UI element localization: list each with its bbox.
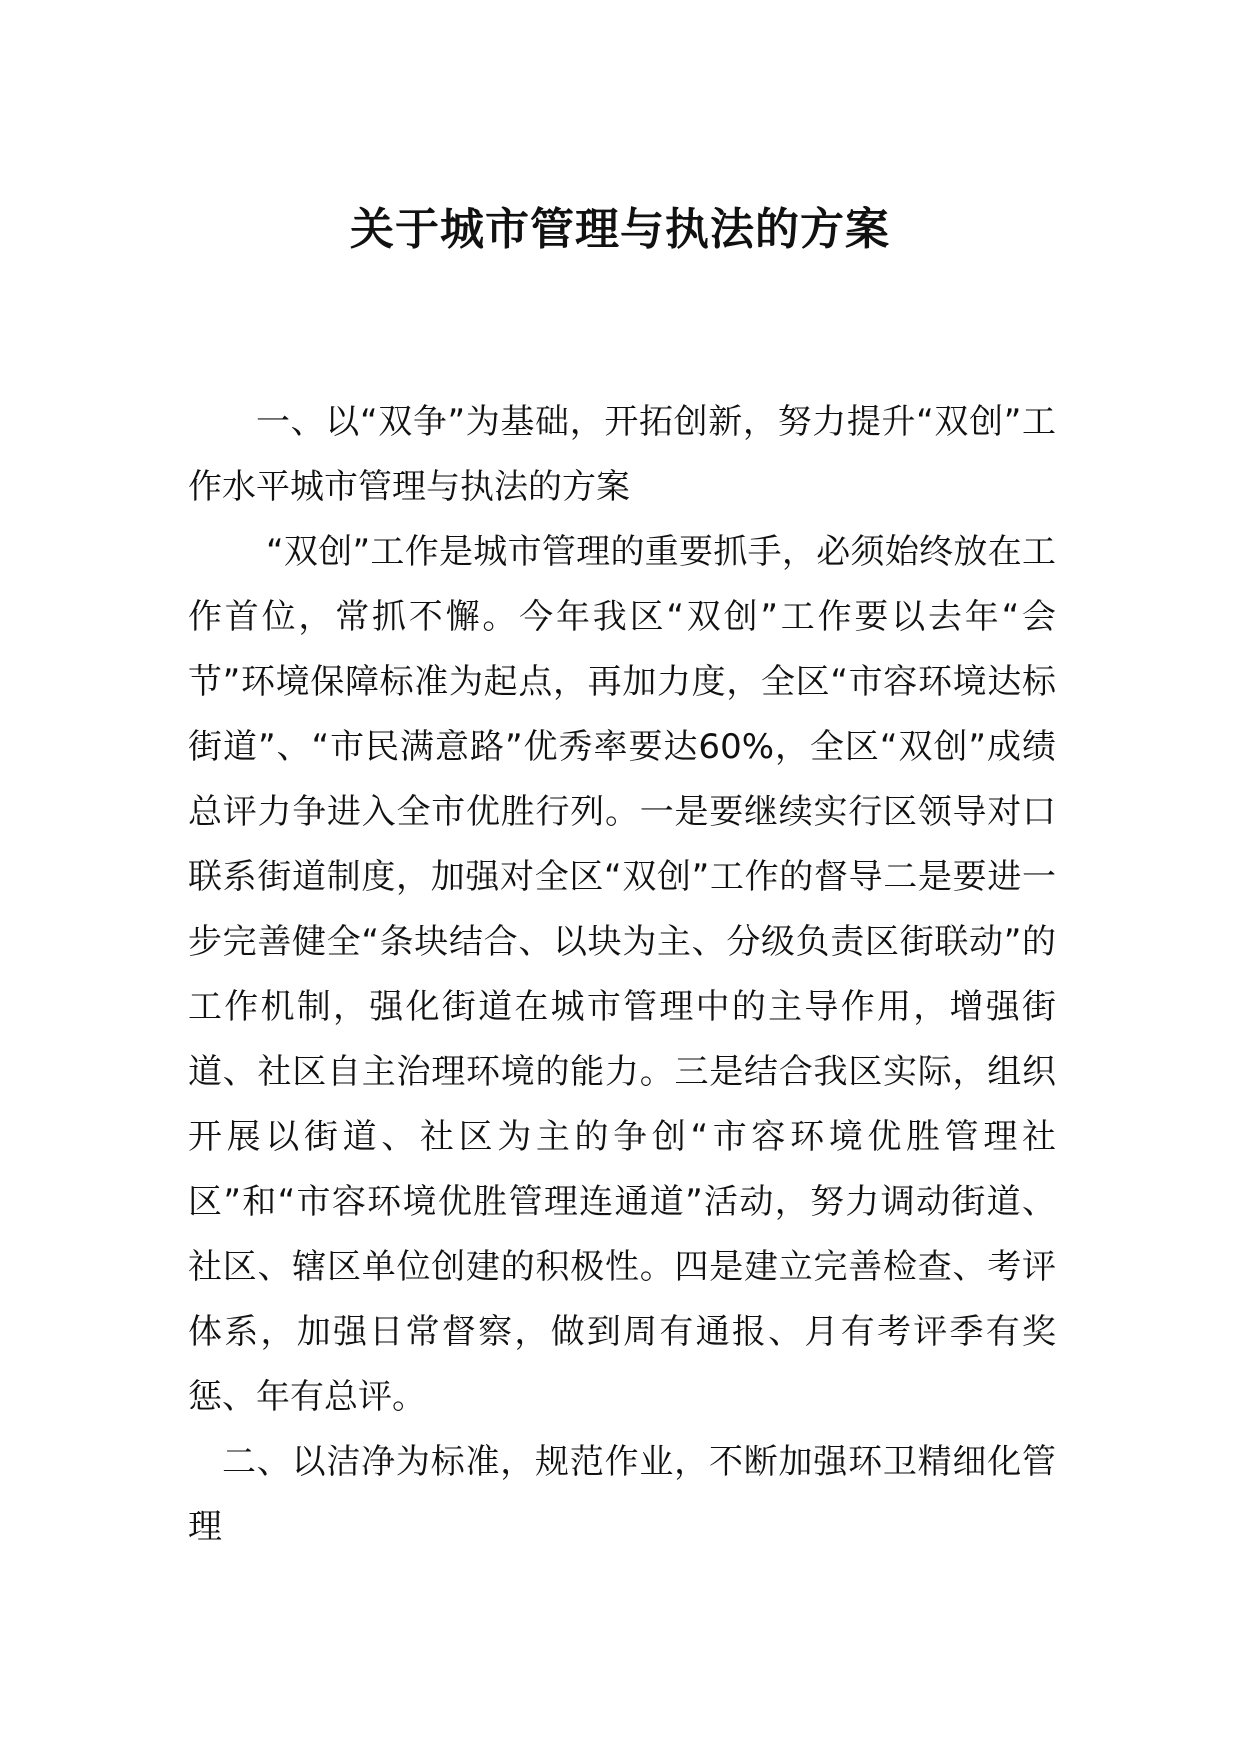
section-one-paragraph: “双创”工作是城市管理的重要抓手，必须始终放在工作首位，常抓不懈。今年我区“双创”工作要以去年“会节”环境保障标准为起点，再加力度，全区“市容环境达标街道”、“市民满意路”优秀率要达60%，全区“双创”成绩总评力争进入全市优胜行列。一是要继续实行区领导对口联系街道制度，加强对全区“双创”工作的督导二是要进一步完善健全“条块结合、以块为主、分级负责区街联动”的工作机制，强化街道在城市管理中的主导作用，增强街道、社区自主治理环境的能力。三是结合我区实际，组织开展以街道、社区为主的争创“市容环境优胜管理社区”和“市容环境优胜管理连通道”活动，努力调动街道、社区、辖区单位创建的积极性。四是建立完善检查、考评体系，加强日常督察，做到周有通报、月有考评季有奖惩、年有总评。 (188, 532, 1056, 1417)
section-one-heading: 一、以“双争”为基础，开拓创新，努力提升“双创”工作水平城市管理与执法的方案 (188, 402, 1056, 507)
document-title: 关于城市管理与执法的方案 (350, 204, 890, 255)
section-two-heading: 二、以洁净为标准，规范作业，不断加强环卫精细化管理 (188, 1442, 1056, 1547)
document-body (188, 390, 1056, 1560)
